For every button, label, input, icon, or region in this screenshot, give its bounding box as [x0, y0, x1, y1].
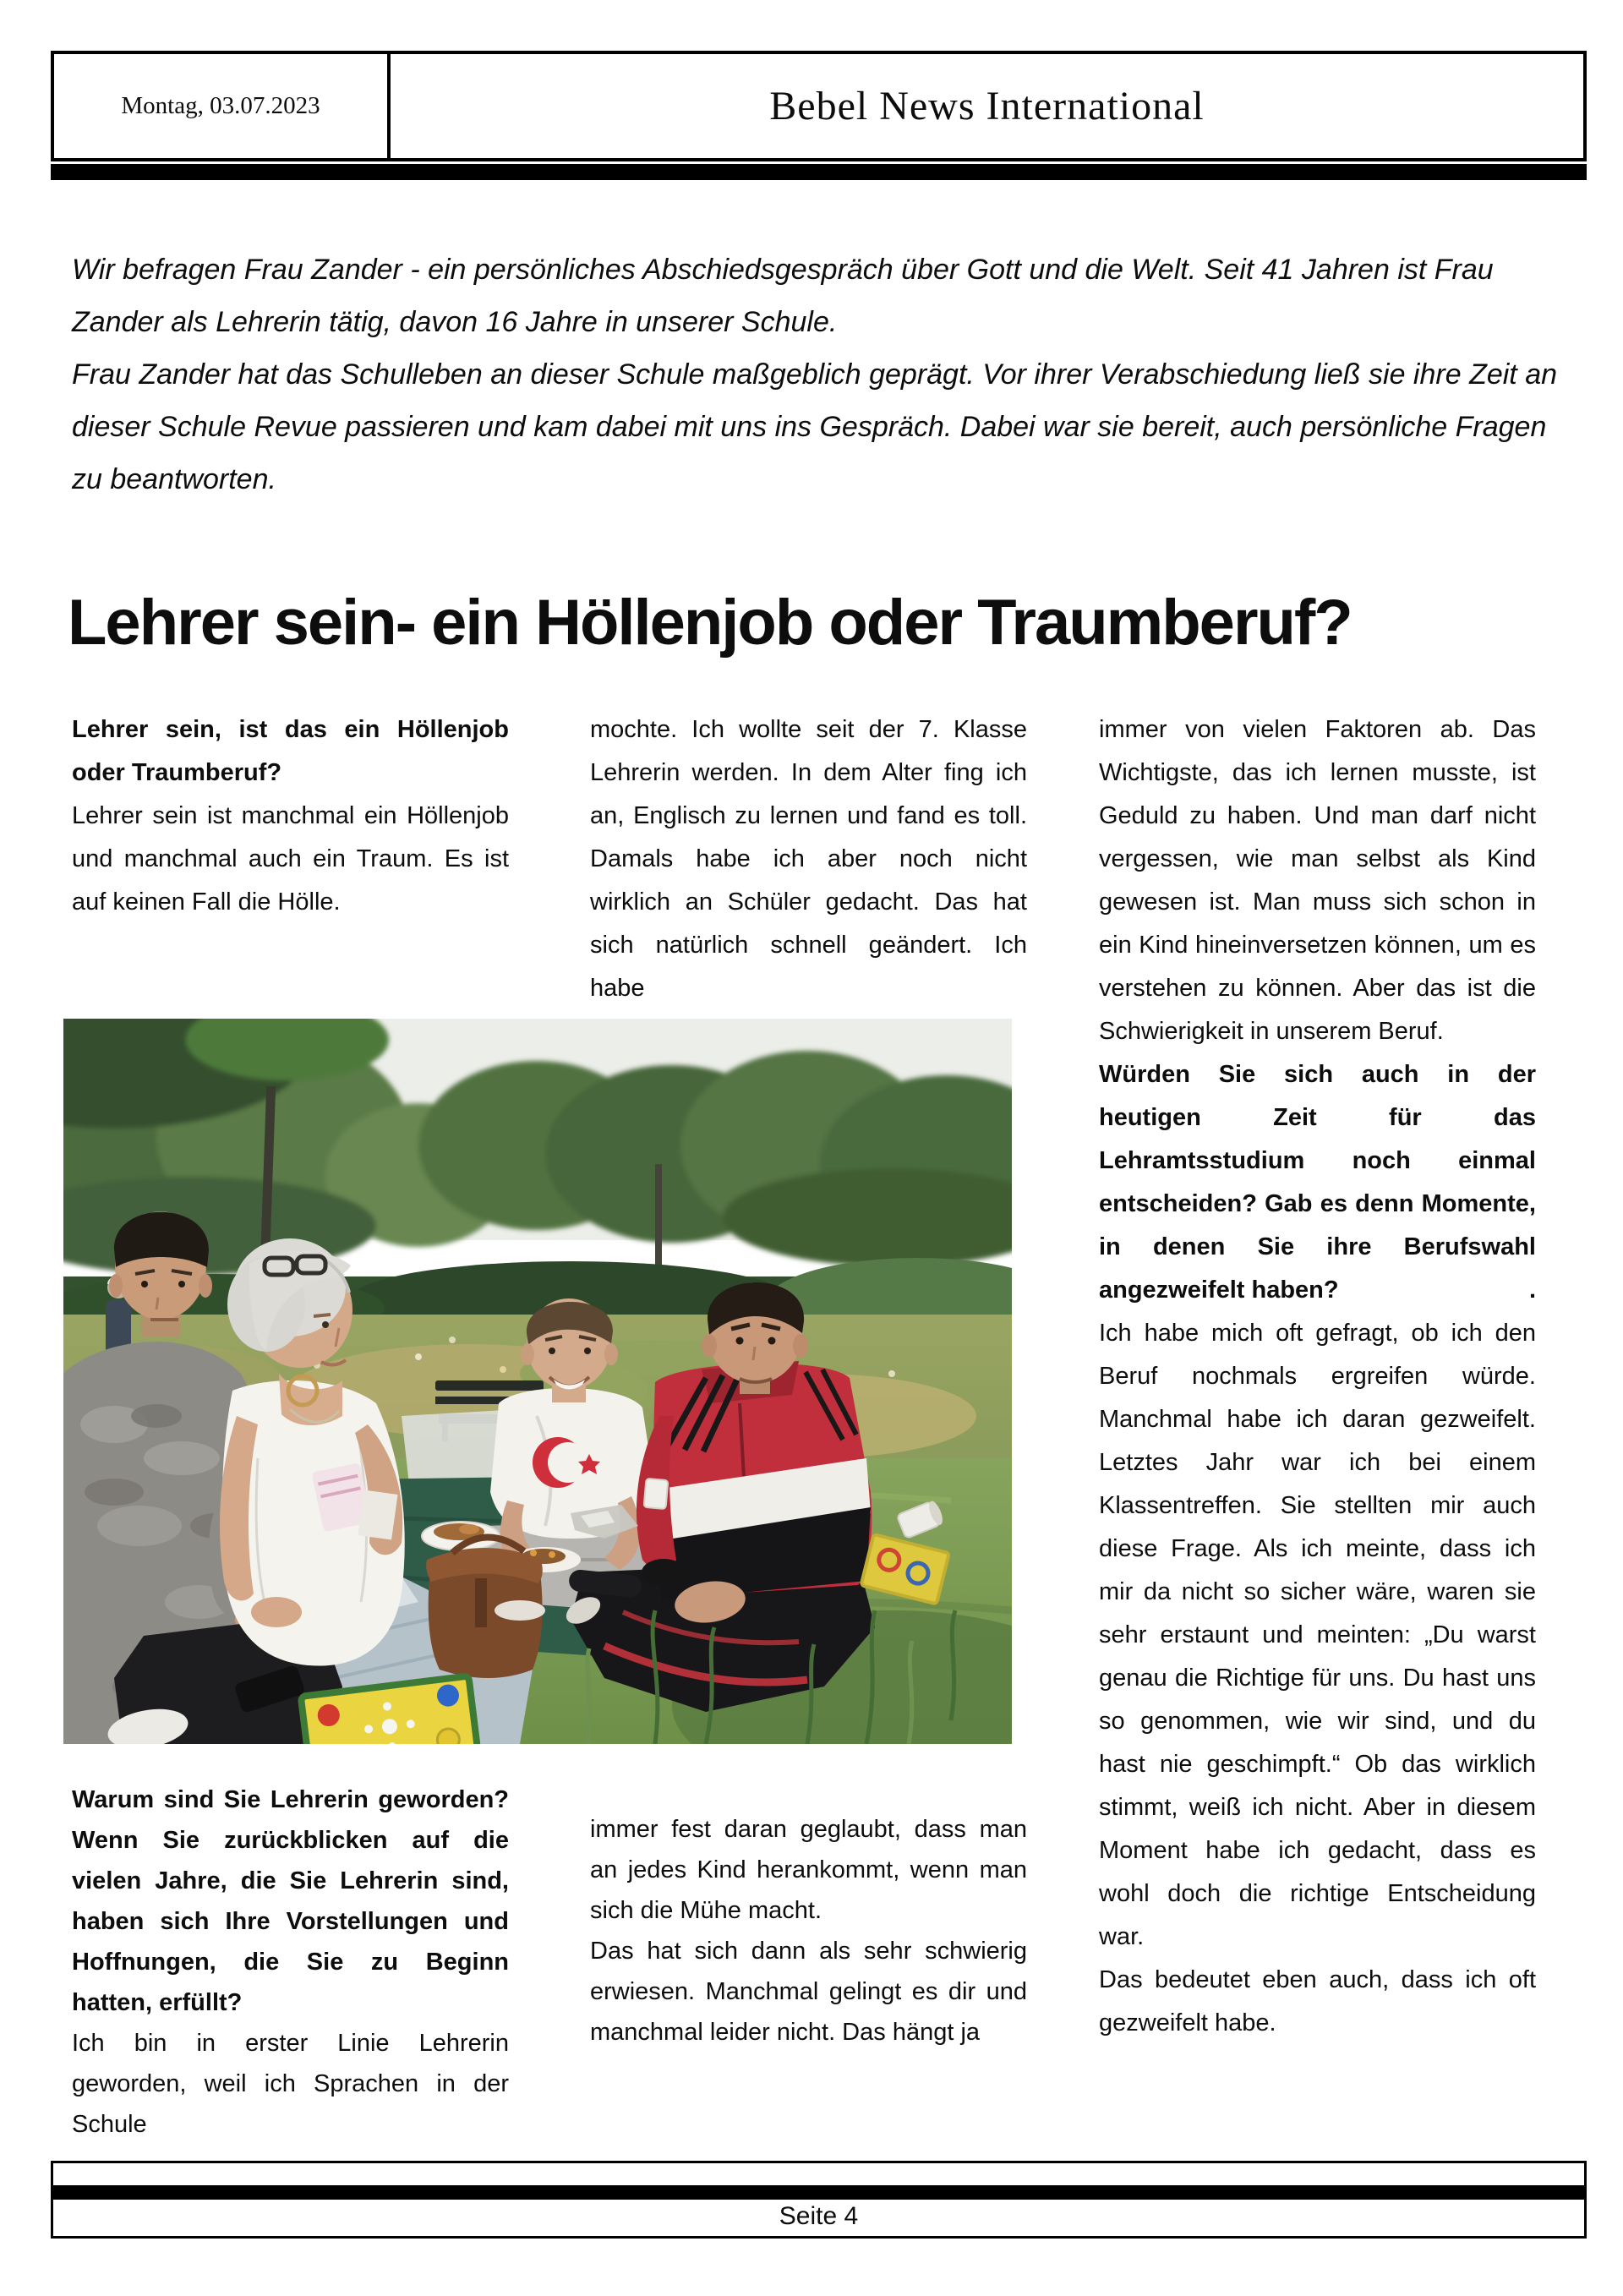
intro-paragraph-2: Frau Zander hat das Schulleben an dieser Schule maßgeblich geprägt. Vor ihrer Verabschiedung ließ sie ihre Zeit an dieser Schule Revue passieren und kam dabei mit uns ins Gespräch. Dabei war sie bereit, auch persönliche Fragen zu beantworten. [72, 358, 1558, 495]
napkin [495, 1600, 545, 1621]
column-2-top [590, 708, 1027, 1010]
interview-answer-2b: Das bedeutet eben auch, dass ich oft gezweifelt habe. [1099, 1966, 1536, 2036]
masthead [51, 51, 1587, 161]
interview-question-1: Lehrer sein, ist das ein Höllenjob oder Traumberuf? [72, 716, 509, 786]
interview-question-3: Warum sind Sie Lehrerin geworden? Wenn Sie zurückblicken auf die vielen Jahre, die Sie Lehrerin sind, haben sich Ihre Vorstellungen und Hoffnungen, die Sie zu Beginn hatten, erfüllt? [72, 1786, 509, 2016]
column-1-bottom [72, 1779, 509, 2145]
intro-teaser [72, 243, 1561, 506]
article-headline: Lehrer sein- ein Höllenjob oder Traumberuf? [68, 586, 1352, 659]
footer-spacer [53, 2163, 1584, 2185]
column-1-top [72, 708, 509, 924]
newsletter-title: Bebel News International [769, 84, 1205, 128]
column-3-continuation: immer von vielen Faktoren ab. Das Wichtigste, das ich lernen musste, ist Geduld zu haben. Und man darf nicht vergessen, wie man selbst als Kind gewesen ist. Man muss sich schon in ein Kind hineinversetzen können, um es verstehen zu können. Aber das ist die Schwierigkeit in unserem Beruf. [1099, 716, 1536, 1045]
column-2-bottom-p1: immer fest daran geglaubt, dass man an jedes Kind herankommt, wenn man sich die Mühe macht. [590, 1816, 1027, 1924]
interview-answer-2: Ich habe mich oft gefragt, ob ich den Beruf nochmals ergreifen würde. Manchmal habe ich daran gezweifelt. Letztes Jahr war ich bei einem Klassentreffen. Sie stellten mir auch diese Frage. Als ich meinte, dass ich mir da nicht so sicher wäre, waren sie sehr erstaunt und meinten: „Du warst genau die Richtige für uns. Du hast uns so genommen, wie wir sind, und du hast nie geschimpft.“ Ob das wirklich stimmt, weiß ich nicht. Aber in diesem Moment habe ich gedacht, dass es wohl doch die richtige Entscheidung war. [1099, 1320, 1536, 1950]
header-divider-bar [51, 164, 1587, 180]
intro-paragraph-1: Wir befragen Frau Zander - ein persönliches Abschiedsgespräch über Gott und die Welt. Seit 41 Jahren ist Frau Zander als Lehrerin tätig, davon 16 Jahre in unserer Schule. [72, 254, 1494, 338]
column-2-continuation: mochte. Ich wollte seit der 7. Klasse Lehrerin werden. In dem Alter fing ich an, Englisch zu lernen und fand es toll. Damals habe ich aber noch nicht wirklich an Schüler gedacht. Das hat sich natürlich schnell geändert. Ich habe [590, 716, 1027, 1002]
column-3 [1099, 708, 1536, 2045]
white-box [358, 1490, 397, 1539]
interview-answer-3: Ich bin in erster Linie Lehrerin geworden, weil ich Sprachen in der Schule [72, 2030, 509, 2138]
column-2-bottom [590, 1809, 1027, 2053]
column-2-bottom-p2: Das hat sich dann als sehr schwierig erwiesen. Manchmal gelingt es dir und manchmal leider nicht. Das hängt ja [590, 1938, 1027, 2046]
page-number: Seite 4 [779, 2202, 859, 2230]
footer-black-bar [53, 2185, 1584, 2200]
interview-answer-1: Lehrer sein ist manchmal ein Höllenjob und manchmal auch ein Traum. Es ist auf keinen Fall die Hölle. [72, 802, 509, 916]
picnic-park-illustration [63, 1019, 1012, 1744]
article-photo [63, 1019, 1012, 1744]
page-footer [51, 2161, 1587, 2239]
stray-period: . [1528, 1276, 1536, 1304]
paper-cup [644, 1479, 669, 1509]
issue-date: Montag, 03.07.2023 [54, 54, 391, 158]
interview-question-2: Würden Sie sich auch in der heutigen Zeit für das Lehramtsstudium noch einmal entscheiden? Gab es denn Momente, in denen Sie ihre Berufswahl angezweifelt haben? . [1099, 1053, 1536, 1312]
